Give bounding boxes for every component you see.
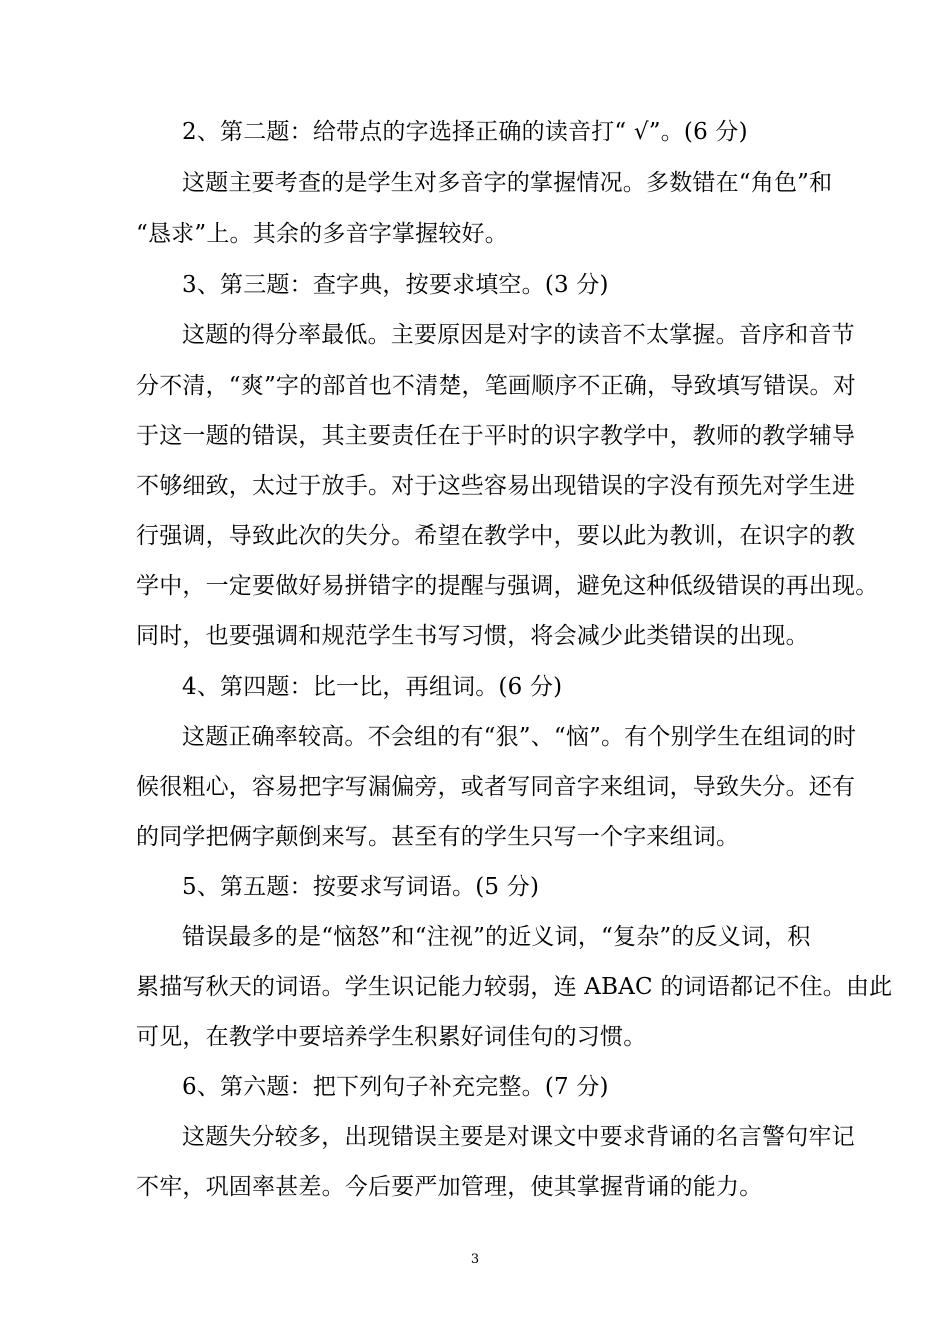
paragraph-line: 同时，也要强调和规范学生书写习惯，将会减少此类错误的出现。	[136, 623, 809, 649]
paragraph-line: “恳求”上。其余的多音字掌握较好。	[136, 221, 508, 247]
paragraph-line: 错误最多的是“恼怒”和“注视”的近义词，“复杂”的反义词，积	[182, 924, 811, 950]
paragraph-line: 候很粗心，容易把字写漏偏旁，或者写同音字来组词，导致失分。还有	[136, 774, 856, 800]
heading-q5: 5、第五题：按要求写词语。(5 分)	[182, 874, 540, 900]
paragraph-line: 不够细致，太过于放手。对于这些容易出现错误的字没有预先对学生进	[136, 473, 856, 499]
paragraph-line: 这题的得分率最低。主要原因是对字的读音不太掌握。音序和音节	[182, 322, 855, 348]
heading-q6: 6、第六题：把下列句子补充完整。(7 分)	[182, 1074, 609, 1100]
paragraph-line: 于这一题的错误，其主要责任在于平时的识字教学中，教师的教学辅导	[136, 423, 856, 449]
paragraph-line: 累描写秋天的词语。学生识记能力较弱，连 ABAC 的词语都记不住。由此	[136, 974, 893, 1000]
paragraph-line: 这题主要考查的是学生对多音字的掌握情况。多数错在“角色”和	[182, 170, 833, 196]
paragraph-line: 分不清，“爽”字的部首也不清楚，笔画顺序不正确，导致填写错误。对	[136, 373, 856, 399]
heading-q3: 3、第三题：查字典，按要求填空。(3 分)	[182, 272, 609, 298]
heading-q2: 2、第二题：给带点的字选择正确的读音打“ √”。(6 分)	[182, 119, 748, 145]
paragraph-line: 学中，一定要做好易拼错字的提醒与强调，避免这种低级错误的再出现。	[136, 573, 879, 599]
paragraph-line: 这题正确率较高。不会组的有“狠”、“恼”。有个别学生在组词的时	[182, 724, 857, 750]
paragraph-line: 不牢，巩固率甚差。今后要严加管理，使其掌握背诵的能力。	[136, 1174, 763, 1200]
heading-q4: 4、第四题：比一比，再组词。(6 分)	[182, 674, 563, 700]
paragraph-line: 可见，在教学中要培养学生积累好词佳句的习惯。	[136, 1024, 647, 1050]
paragraph-line: 行强调，导致此次的失分。希望在教学中，要以此为教训，在识字的教	[136, 523, 856, 549]
page-number: 3	[470, 1252, 480, 1267]
paragraph-line: 这题失分较多，出现错误主要是对课文中要求背诵的名言警句牢记	[182, 1124, 855, 1150]
paragraph-line: 的同学把俩字颠倒来写。甚至有的学生只写一个字来组词。	[136, 824, 740, 850]
